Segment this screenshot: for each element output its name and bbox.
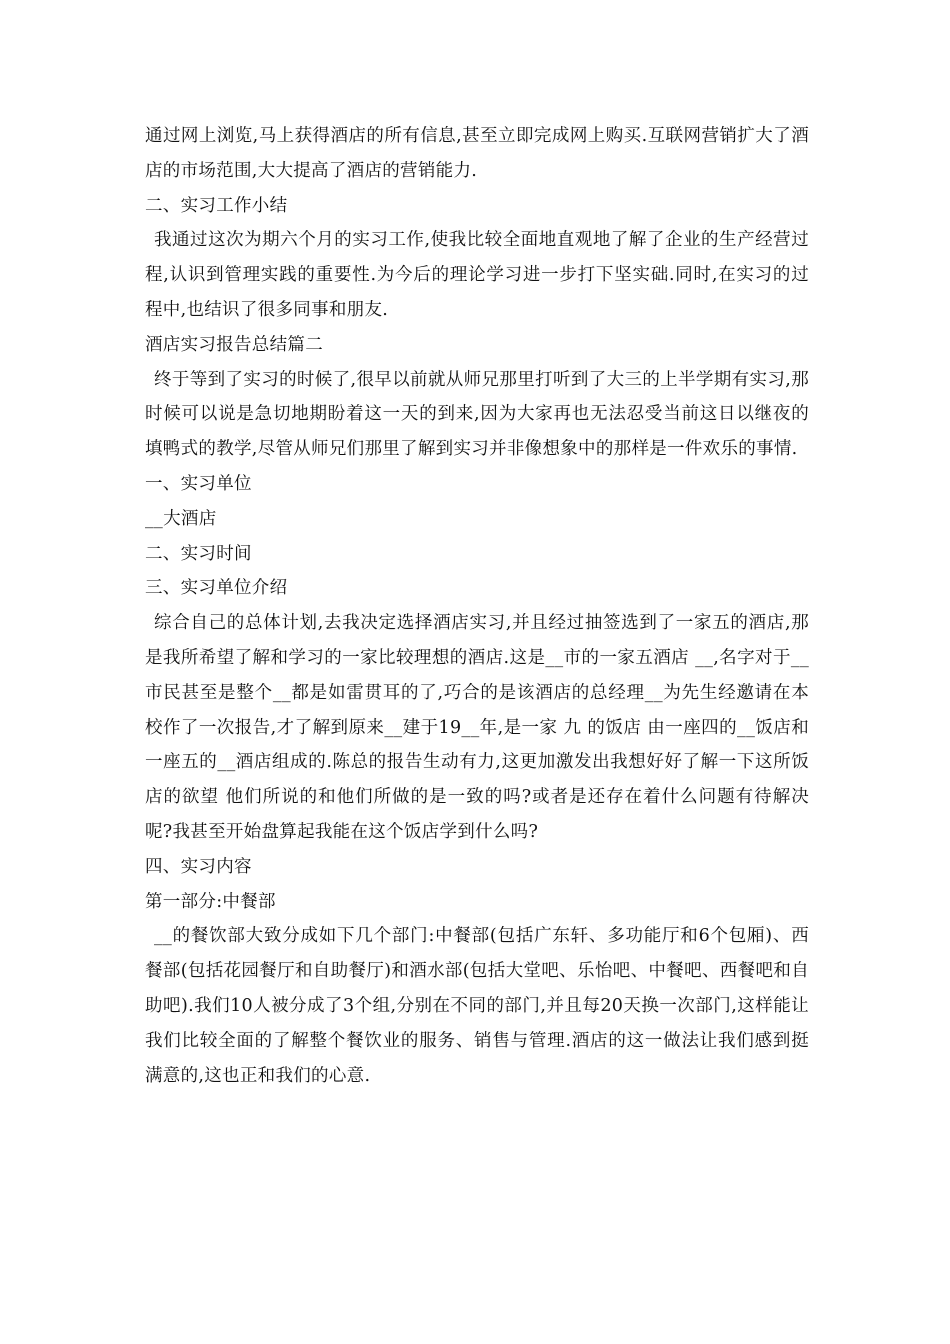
section-heading-introduction: 三、实习单位介绍 bbox=[145, 578, 288, 599]
subsection-heading-chinese-restaurant: 第一部分:中餐部 bbox=[145, 891, 276, 912]
document-body bbox=[145, 119, 809, 1093]
section-heading-content: 四、实习内容 bbox=[145, 856, 252, 877]
paragraph-intro: 通过网上浏览,马上获得酒店的所有信息,甚至立即完成网上购买.互联网营销扩大了酒店的市场范围,大大提高了酒店的营销能力. bbox=[145, 126, 809, 181]
unit-name: __大酒店 bbox=[145, 508, 217, 529]
paragraph-introduction: 综合自己的总体计划,去我决定选择酒店实习,并且经过抽签选到了一家五的酒店,那是我所希望了解和学习的一家比较理想的酒店.这是__市的一家五酒店 __,名字对于__市民甚至是整个__都是如雷贯耳的了,巧合的是该酒店的总经理__为先生经邀请在本校作了一次报告,才了解到原来__建于19__年,是一家 九 的饭店 由一座四的__饭店和一座五的__酒店组成的.陈总的报告生动有力,这更加激发出我想好好了解一下这所饭店的欲望 他们所说的和他们所做的是一致的吗?或者是还存在着什么问题有待解决呢?我甚至开始盘算起我能在这个饭店学到什么吗? bbox=[145, 613, 809, 842]
paragraph-opening: 终于等到了实习的时候了,很早以前就从师兄那里打听到了大三的上半学期有实习,那时候可以说是急切地期盼着这一天的到来,因为大家再也无法忍受当前这日以继夜的填鸭式的教学,尽管从师兄们那里了解到实习并非像想象中的那样是一件欢乐的事情. bbox=[145, 369, 809, 460]
article-title-part-two: 酒店实习报告总结篇二 bbox=[145, 334, 323, 355]
section-heading-unit: 一、实习单位 bbox=[145, 473, 252, 494]
paragraph-catering-departments: __的餐饮部大致分成如下几个部门:中餐部(包括广东轩、多功能厅和6个包厢)、西餐部(包括花园餐厅和自助餐厅)和酒水部(包括大堂吧、乐怡吧、中餐吧、西餐吧和自助吧).我们10人被分成了3个组,分别在不同的部门,并且每20天换一次部门,这样能让我们比较全面的了解整个餐饮业的服务、销售与管理.酒店的这一做法让我们感到挺满意的,这也正和我们的心意. bbox=[145, 926, 809, 1086]
section-heading-time: 二、实习时间 bbox=[145, 543, 252, 564]
section-heading-summary: 二、实习工作小结 bbox=[145, 195, 288, 216]
paragraph-summary: 我通过这次为期六个月的实习工作,使我比较全面地直观地了解了企业的生产经营过程,认识到管理实践的重要性.为今后的理论学习进一步打下坚实础.同时,在实习的过程中,也结识了很多同事和朋友. bbox=[145, 230, 809, 320]
